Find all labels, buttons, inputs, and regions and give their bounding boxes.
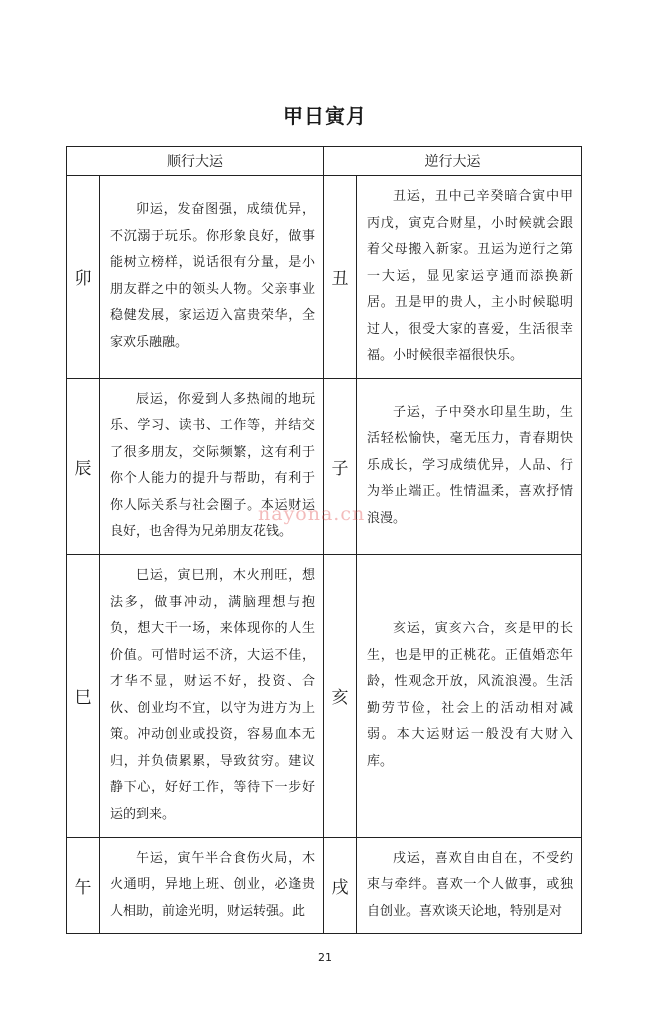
left-text: 巳运，寅巳刑，木火刑旺，想法多，做事冲动，满脑理想与抱负，想大干一场，来体现你的人生价值。可惜时运不济，大运不佳，才华不显，财运不好，投资、合伙、创业均不宜，以守为进方为上策。冲动创业或投资，容易血本无归，并负债累累，导致贫穷。建议静下心，好好工作，等待下一步好运的到来。 <box>110 568 315 822</box>
left-text-cell <box>100 837 324 934</box>
left-text-cell <box>100 378 324 554</box>
right-text-cell <box>357 176 582 379</box>
fortune-table <box>66 146 582 934</box>
right-branch: 子 <box>324 378 357 554</box>
left-text: 午运，寅午半合食伤火局，木火通明，异地上班、创业，必逢贵人相助，前途光明，财运转强。此 <box>110 850 315 919</box>
watermark: nayona.cn <box>258 503 366 525</box>
left-text: 辰运，你爱到人多热闹的地玩乐、学习、读书、工作等，并结交了很多朋友，交际频繁，这有利于你个人能力的提升与帮助，有利于你人际关系与社会圈子。本运财运良好，也舍得为兄弟朋友花钱。 <box>110 391 315 539</box>
page-title: 甲日寅月 <box>283 104 367 128</box>
right-text: 丑运，丑中己辛癸暗合寅中甲丙戊，寅克合财星，小时候就会跟着父母搬入新家。丑运为逆行之第一大运，显见家运亨通而添换新居。丑是甲的贵人，主小时候聪明过人，很受大家的喜爱，生活很幸福。小时候很幸福很快乐。 <box>367 189 573 363</box>
right-text-cell <box>357 837 582 934</box>
table-row <box>67 378 582 554</box>
left-text-cell <box>100 176 324 379</box>
table-row <box>67 554 582 837</box>
right-text: 戌运，喜欢自由自在，不受约束与牵绊。喜欢一个人做事，或独自创业。喜欢谈天论地，特别是对 <box>367 850 573 919</box>
left-branch: 午 <box>67 837 100 934</box>
right-text: 子运，子中癸水印星生助，生活轻松愉快，毫无压力，青春期快乐成长，学习成绩优异，人品、行为举止端正。性情温柔，喜欢抒情浪漫。 <box>367 404 573 526</box>
table-row <box>67 837 582 934</box>
left-branch: 辰 <box>67 378 100 554</box>
header-forward: 顺行大运 <box>67 147 324 176</box>
right-text-cell <box>357 554 582 837</box>
right-branch: 戌 <box>324 837 357 934</box>
left-text-cell <box>100 554 324 837</box>
left-text: 卯运，发奋图强，成绩优异，不沉溺于玩乐。你形象良好，做事能树立榜样，说话很有分量，是小朋友群之中的领头人物。父亲事业稳健发展，家运迈入富贵荣华，全家欢乐融融。 <box>110 202 315 350</box>
page-number: 21 <box>318 951 332 964</box>
left-branch: 卯 <box>67 176 100 379</box>
left-branch: 巳 <box>67 554 100 837</box>
right-text: 亥运，寅亥六合，亥是甲的长生，也是甲的正桃花。正值婚恋年龄，性观念开放，风流浪漫。生活勤劳节俭，社会上的活动相对减弱。本大运财运一般没有大财入库。 <box>367 621 573 769</box>
right-branch: 丑 <box>324 176 357 379</box>
header-reverse: 逆行大运 <box>324 147 582 176</box>
table-header-row <box>67 147 582 176</box>
table-row <box>67 176 582 379</box>
right-branch: 亥 <box>324 554 357 837</box>
right-text-cell <box>357 378 582 554</box>
